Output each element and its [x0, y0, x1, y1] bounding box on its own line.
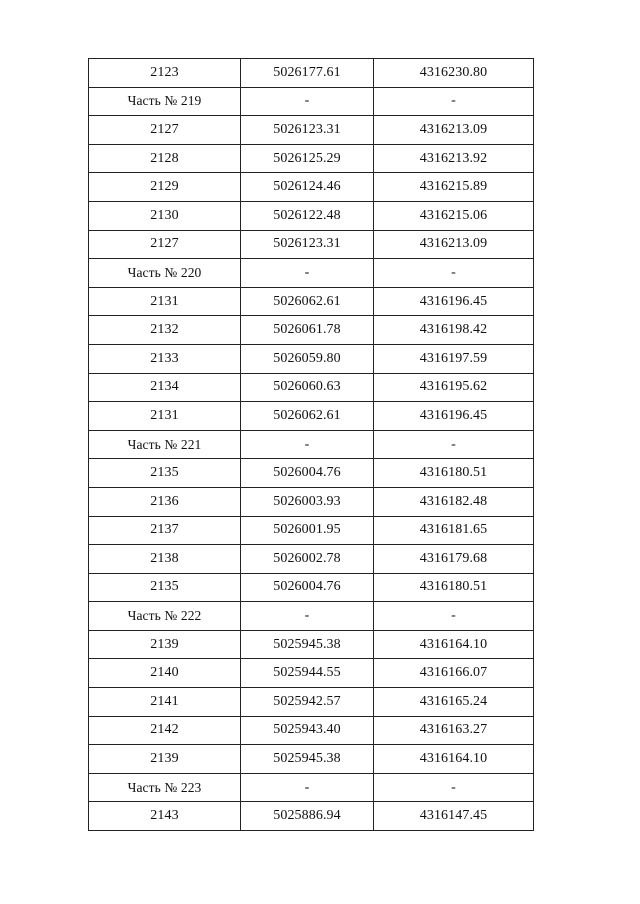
point-id-cell: 2139: [89, 630, 241, 659]
point-id-cell: 2131: [89, 402, 241, 431]
x-coordinate-cell: -: [241, 259, 374, 288]
part-header-row: [89, 87, 534, 116]
y-coordinate-cell: 4316196.45: [374, 287, 534, 316]
x-coordinate-cell: 5026122.48: [241, 201, 374, 230]
y-coordinate-cell: -: [374, 773, 534, 802]
y-coordinate-cell: 4316180.51: [374, 573, 534, 602]
x-coordinate-cell: 5025945.38: [241, 745, 374, 774]
y-coordinate-cell: 4316181.65: [374, 516, 534, 545]
point-id-cell: 2136: [89, 487, 241, 516]
coordinates-table: [88, 58, 534, 831]
y-coordinate-cell: 4316215.06: [374, 201, 534, 230]
x-coordinate-cell: -: [241, 602, 374, 631]
table-row: [89, 173, 534, 202]
point-id-cell: 2137: [89, 516, 241, 545]
point-id-cell: 2129: [89, 173, 241, 202]
x-coordinate-cell: 5026124.46: [241, 173, 374, 202]
y-coordinate-cell: -: [374, 602, 534, 631]
part-label-cell: Часть № 219: [89, 87, 241, 116]
point-id-cell: 2128: [89, 144, 241, 173]
point-id-cell: 2131: [89, 287, 241, 316]
x-coordinate-cell: 5026003.93: [241, 487, 374, 516]
y-coordinate-cell: 4316165.24: [374, 688, 534, 717]
table-row: [89, 230, 534, 259]
y-coordinate-cell: 4316198.42: [374, 316, 534, 345]
x-coordinate-cell: 5026001.95: [241, 516, 374, 545]
table-row: [89, 545, 534, 574]
table-row: [89, 459, 534, 488]
point-id-cell: 2141: [89, 688, 241, 717]
y-coordinate-cell: -: [374, 430, 534, 459]
y-coordinate-cell: 4316166.07: [374, 659, 534, 688]
point-id-cell: 2127: [89, 230, 241, 259]
point-id-cell: 2130: [89, 201, 241, 230]
x-coordinate-cell: 5026125.29: [241, 144, 374, 173]
table-row: [89, 201, 534, 230]
x-coordinate-cell: 5026060.63: [241, 373, 374, 402]
part-header-row: [89, 259, 534, 288]
table-row: [89, 316, 534, 345]
point-id-cell: 2132: [89, 316, 241, 345]
table-row: [89, 745, 534, 774]
x-coordinate-cell: 5026123.31: [241, 230, 374, 259]
part-header-row: [89, 602, 534, 631]
y-coordinate-cell: 4316195.62: [374, 373, 534, 402]
part-header-row: [89, 430, 534, 459]
y-coordinate-cell: 4316164.10: [374, 745, 534, 774]
y-coordinate-cell: 4316215.89: [374, 173, 534, 202]
x-coordinate-cell: 5026004.76: [241, 459, 374, 488]
x-coordinate-cell: 5026061.78: [241, 316, 374, 345]
point-id-cell: 2135: [89, 573, 241, 602]
x-coordinate-cell: 5026062.61: [241, 287, 374, 316]
y-coordinate-cell: 4316147.45: [374, 802, 534, 831]
point-id-cell: 2133: [89, 344, 241, 373]
table-row: [89, 630, 534, 659]
x-coordinate-cell: 5025944.55: [241, 659, 374, 688]
y-coordinate-cell: 4316182.48: [374, 487, 534, 516]
x-coordinate-cell: -: [241, 773, 374, 802]
table-row: [89, 659, 534, 688]
point-id-cell: 2139: [89, 745, 241, 774]
x-coordinate-cell: 5025943.40: [241, 716, 374, 745]
point-id-cell: 2123: [89, 59, 241, 88]
y-coordinate-cell: -: [374, 87, 534, 116]
table-row: [89, 688, 534, 717]
coordinates-table-body: [89, 59, 534, 831]
y-coordinate-cell: 4316163.27: [374, 716, 534, 745]
point-id-cell: 2127: [89, 116, 241, 145]
y-coordinate-cell: 4316213.09: [374, 230, 534, 259]
point-id-cell: 2138: [89, 545, 241, 574]
x-coordinate-cell: 5026059.80: [241, 344, 374, 373]
y-coordinate-cell: 4316164.10: [374, 630, 534, 659]
x-coordinate-cell: 5025945.38: [241, 630, 374, 659]
y-coordinate-cell: 4316196.45: [374, 402, 534, 431]
table-row: [89, 373, 534, 402]
point-id-cell: 2142: [89, 716, 241, 745]
part-label-cell: Часть № 223: [89, 773, 241, 802]
point-id-cell: 2135: [89, 459, 241, 488]
table-row: [89, 116, 534, 145]
table-row: [89, 487, 534, 516]
x-coordinate-cell: 5026062.61: [241, 402, 374, 431]
table-row: [89, 287, 534, 316]
x-coordinate-cell: 5026004.76: [241, 573, 374, 602]
x-coordinate-cell: 5025886.94: [241, 802, 374, 831]
x-coordinate-cell: 5026177.61: [241, 59, 374, 88]
y-coordinate-cell: -: [374, 259, 534, 288]
table-row: [89, 516, 534, 545]
part-header-row: [89, 773, 534, 802]
part-label-cell: Часть № 220: [89, 259, 241, 288]
part-label-cell: Часть № 222: [89, 602, 241, 631]
y-coordinate-cell: 4316180.51: [374, 459, 534, 488]
table-row: [89, 344, 534, 373]
y-coordinate-cell: 4316213.09: [374, 116, 534, 145]
x-coordinate-cell: -: [241, 430, 374, 459]
table-row: [89, 573, 534, 602]
table-row: [89, 716, 534, 745]
y-coordinate-cell: 4316213.92: [374, 144, 534, 173]
table-row: [89, 802, 534, 831]
y-coordinate-cell: 4316197.59: [374, 344, 534, 373]
point-id-cell: 2140: [89, 659, 241, 688]
y-coordinate-cell: 4316230.80: [374, 59, 534, 88]
point-id-cell: 2134: [89, 373, 241, 402]
x-coordinate-cell: 5025942.57: [241, 688, 374, 717]
x-coordinate-cell: -: [241, 87, 374, 116]
part-label-cell: Часть № 221: [89, 430, 241, 459]
point-id-cell: 2143: [89, 802, 241, 831]
table-row: [89, 59, 534, 88]
y-coordinate-cell: 4316179.68: [374, 545, 534, 574]
table-row: [89, 144, 534, 173]
x-coordinate-cell: 5026002.78: [241, 545, 374, 574]
x-coordinate-cell: 5026123.31: [241, 116, 374, 145]
table-row: [89, 402, 534, 431]
